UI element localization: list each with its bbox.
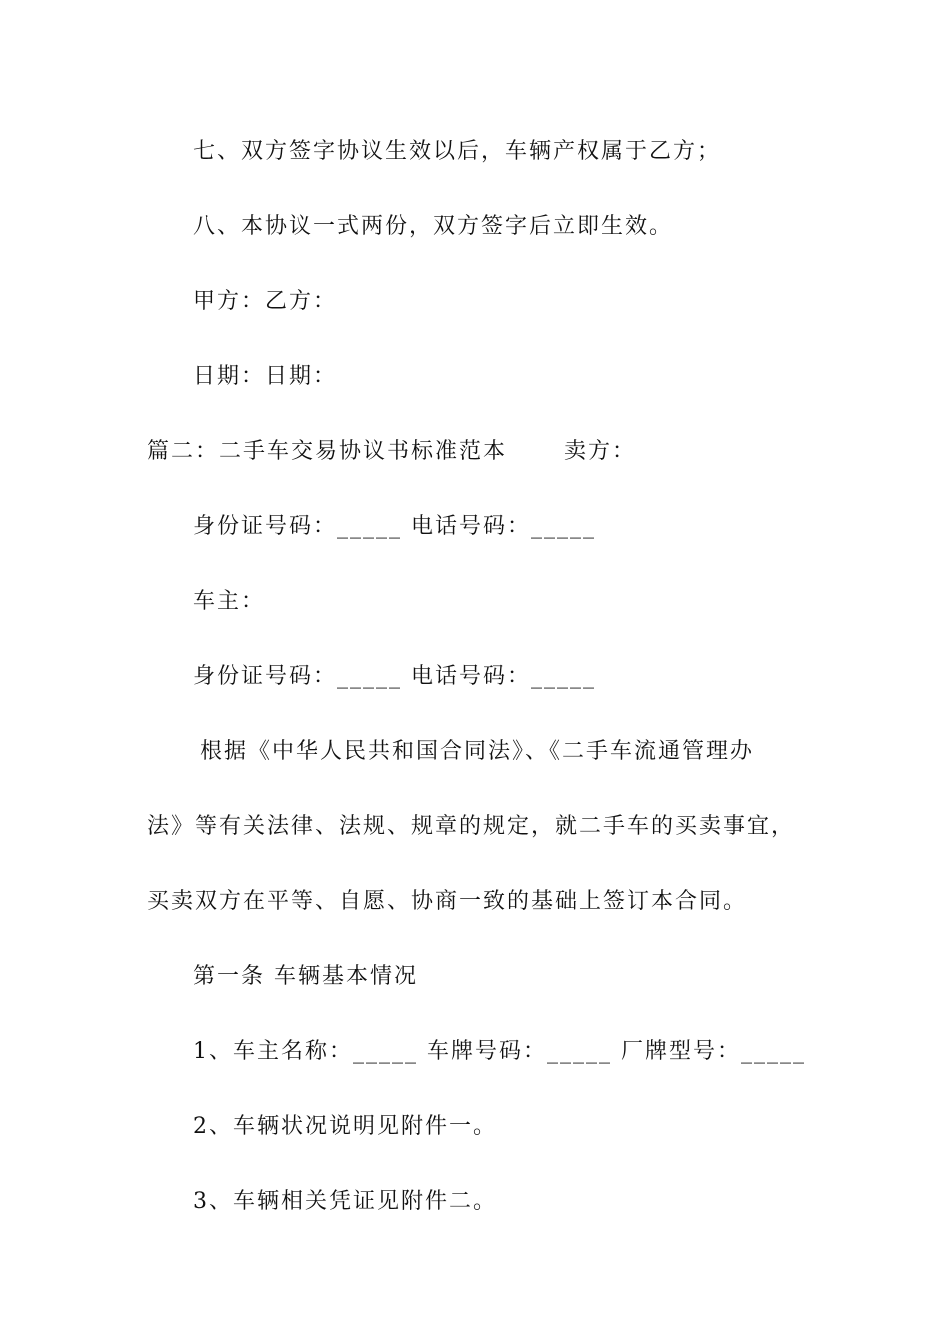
signature-dates: 日期：日期：: [193, 364, 338, 389]
article-one-item-2: 2、车辆状况说明见附件一。: [193, 1114, 497, 1139]
seller-id-phone: 身份证号码：_____ 电话号码：_____: [193, 514, 596, 539]
clause-seven: 七、双方签字协议生效以后，车辆产权属于乙方；: [193, 139, 722, 164]
legal-basis-line-2: 法》等有关法律、法规、规章的规定，就二手车的买卖事宜，: [147, 814, 796, 839]
legal-basis-line-3: 买卖双方在平等、自愿、协商一致的基础上签订本合同。: [147, 889, 748, 914]
article-one-item-1: 1、车主名称：_____ 车牌号码：_____ 厂牌型号：_____: [193, 1039, 806, 1064]
section-heading: 篇二：二手车交易协议书标准范本 卖方：: [147, 439, 636, 464]
party-signatures: 甲方：乙方：: [193, 289, 338, 314]
owner-label: 车主：: [193, 589, 266, 614]
owner-id-phone: 身份证号码：_____ 电话号码：_____: [193, 664, 596, 689]
article-one-heading: 第一条 车辆基本情况: [193, 964, 418, 989]
clause-eight: 八、本协议一式两份，双方签字后立即生效。: [193, 214, 674, 239]
legal-basis-line-1: 根据《中华人民共和国合同法》、《二手车流通管理办: [200, 739, 755, 764]
article-one-item-3: 3、车辆相关凭证见附件二。: [193, 1189, 497, 1214]
